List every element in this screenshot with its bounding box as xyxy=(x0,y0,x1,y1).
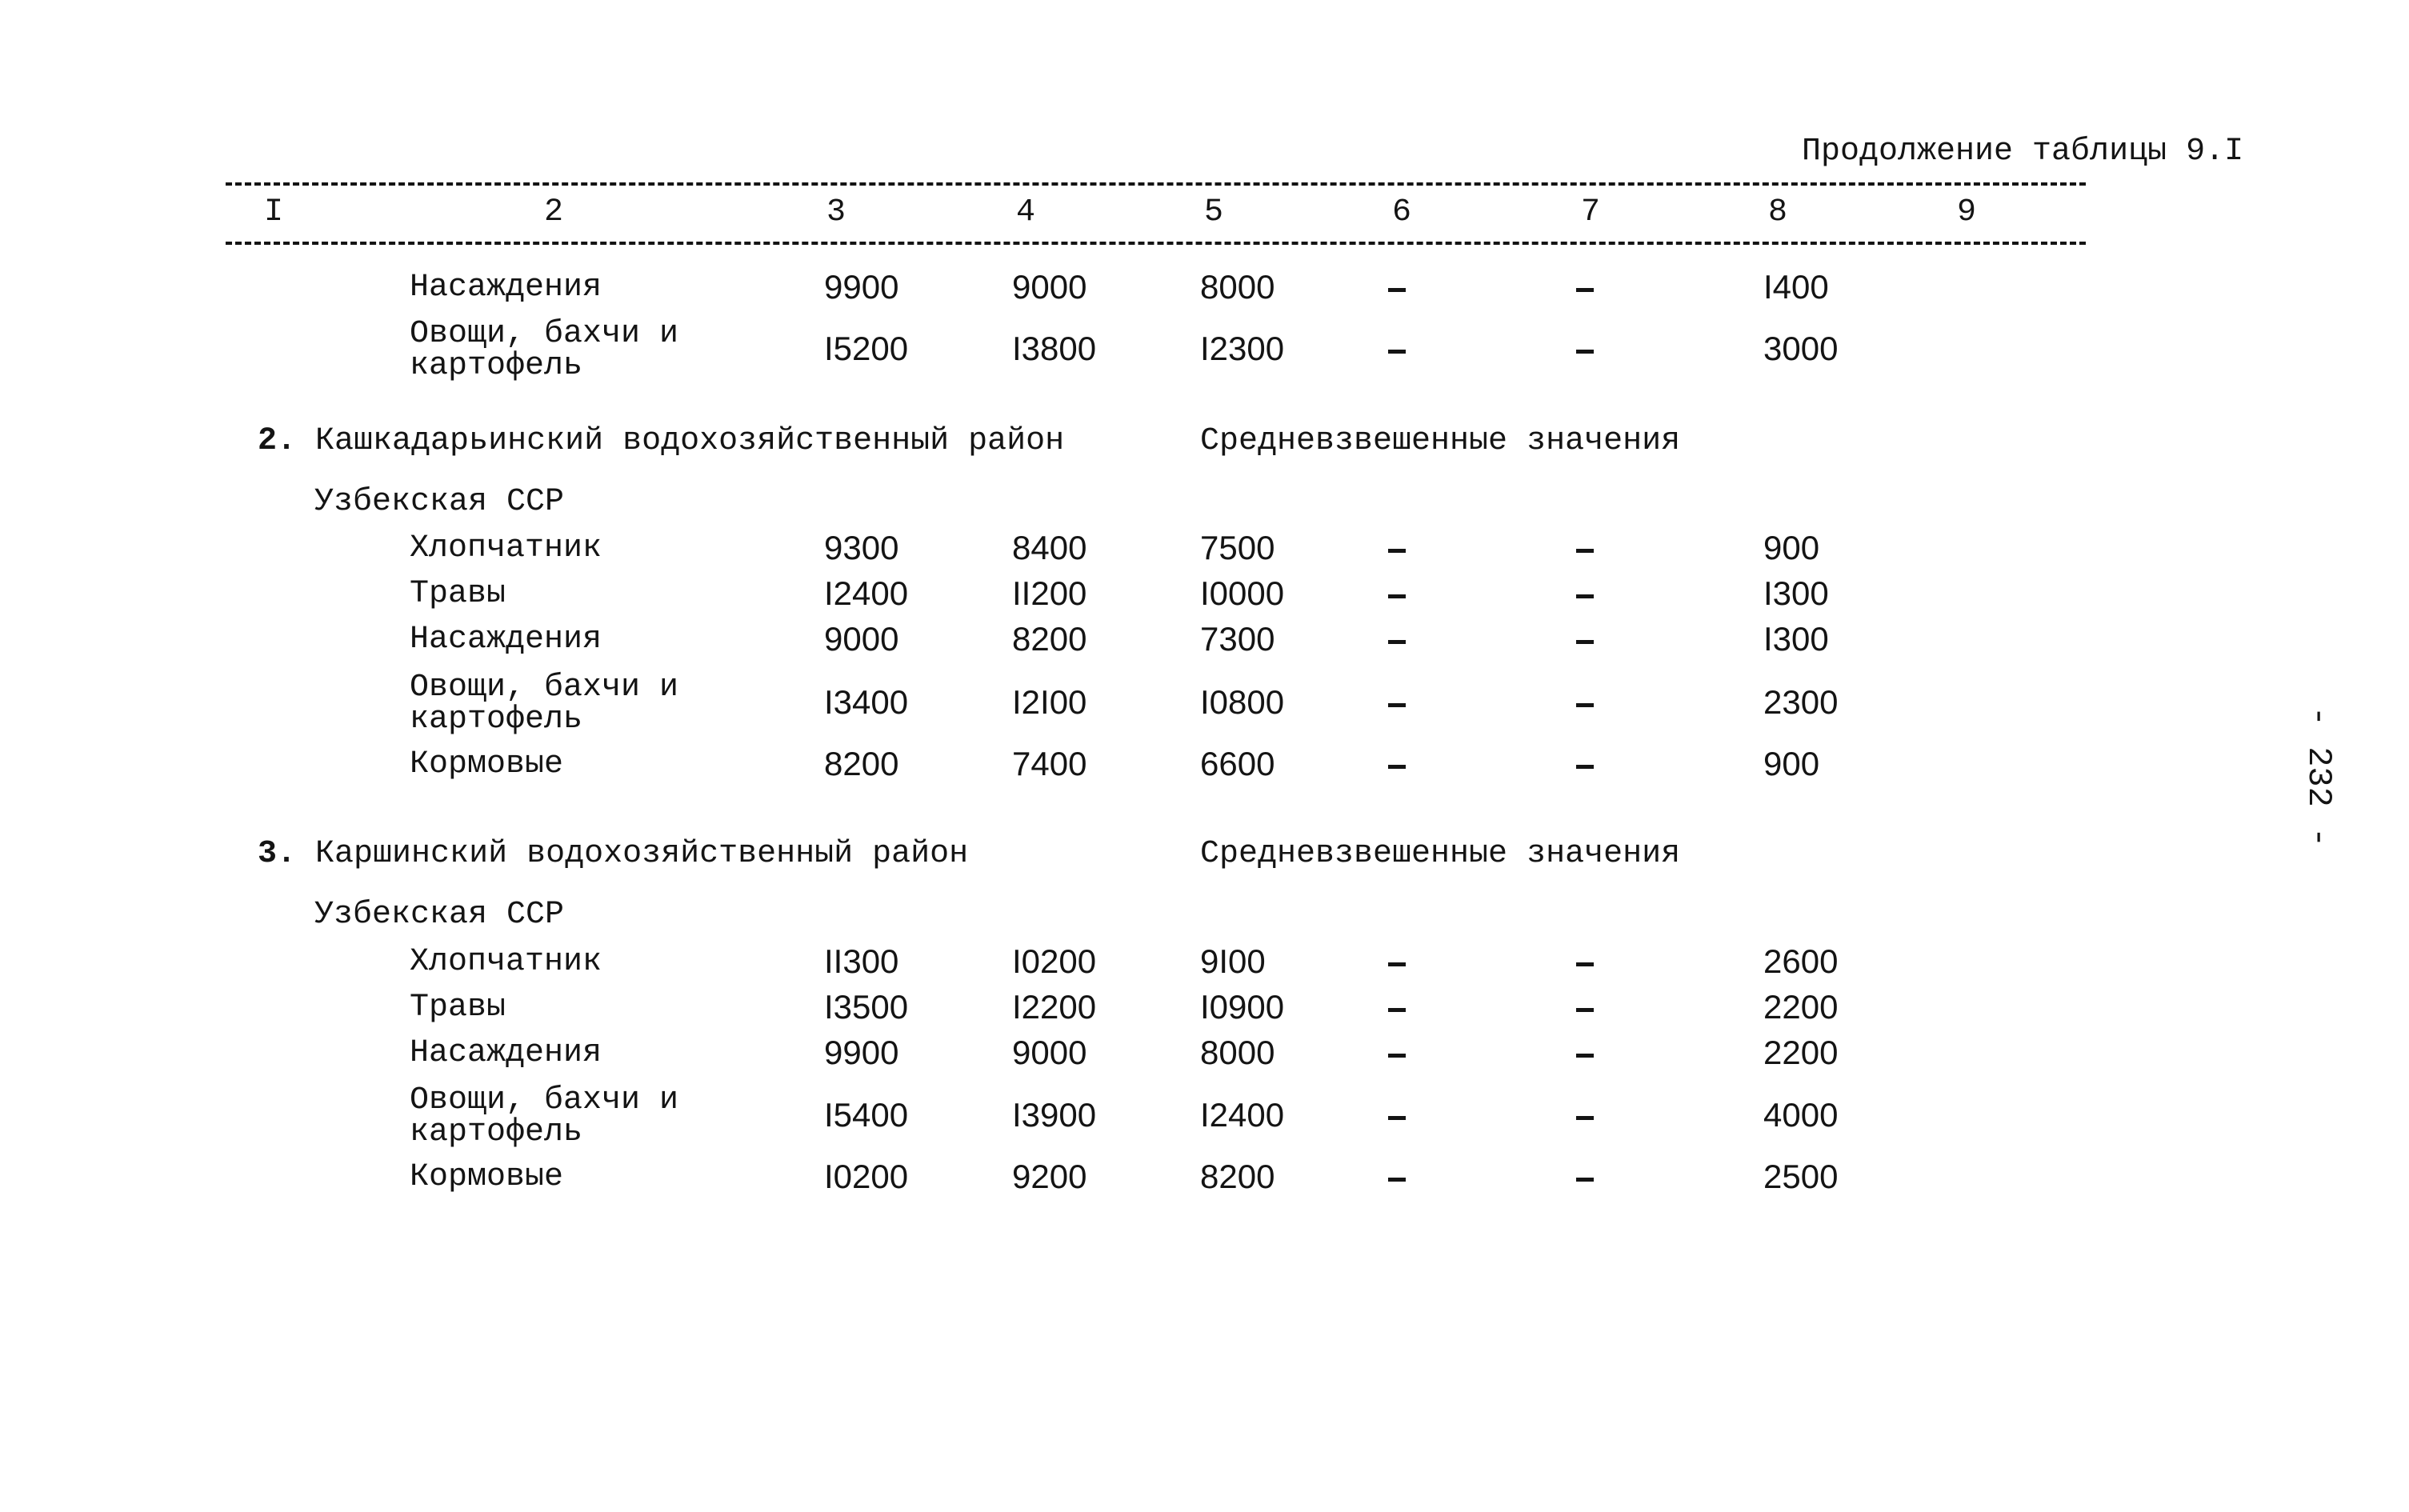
column-number-1: I xyxy=(264,194,284,230)
table-continuation-caption: Продолжение таблицы 9.I xyxy=(1802,134,2244,170)
cell-col7-dash xyxy=(1576,549,1594,553)
cell-col7-dash xyxy=(1576,288,1594,292)
row-name: Кормовые xyxy=(410,1159,564,1195)
row-name: Травы xyxy=(410,990,506,1026)
row-name: Насаждения xyxy=(410,622,602,658)
cell-col7-dash xyxy=(1576,350,1594,354)
cell-col4: I2200 xyxy=(1012,988,1097,1026)
section-3-number: 3. xyxy=(258,836,297,872)
cell-col7-dash xyxy=(1576,1178,1594,1182)
cell-col4: I0200 xyxy=(1012,942,1097,980)
cell-col6-dash xyxy=(1388,1008,1406,1012)
row-name: Хлопчатник xyxy=(410,530,602,566)
cell-col3: 8200 xyxy=(824,745,899,782)
row-name-line1: Овощи, бахчи и xyxy=(410,670,679,706)
cell-col4: II200 xyxy=(1012,574,1087,612)
section-2-note: Средневзвешенные значения xyxy=(1200,423,1681,459)
cell-col7-dash xyxy=(1576,703,1594,707)
cell-col5: I2300 xyxy=(1200,330,1285,367)
column-number-5: 5 xyxy=(1204,194,1224,230)
cell-col5: 7300 xyxy=(1200,620,1275,658)
row-name-line1: Овощи, бахчи и xyxy=(410,316,679,352)
row-name-line2: картофель xyxy=(410,702,583,738)
section-3-title: Каршинский водохозяйственный район xyxy=(315,836,969,872)
cell-col8: I300 xyxy=(1763,620,1829,658)
cell-col6-dash xyxy=(1388,1116,1406,1120)
cell-col7-dash xyxy=(1576,765,1594,769)
cell-col4: 9200 xyxy=(1012,1158,1087,1195)
cell-col7-dash xyxy=(1576,962,1594,966)
cell-col4: 9000 xyxy=(1012,1034,1087,1071)
cell-col3: I3500 xyxy=(824,988,909,1026)
cell-col5: 8200 xyxy=(1200,1158,1275,1195)
cell-col4: 8200 xyxy=(1012,620,1087,658)
cell-col4: 9000 xyxy=(1012,268,1087,306)
cell-col6-dash xyxy=(1388,1054,1406,1058)
cell-col3: II300 xyxy=(824,942,899,980)
section-3-note: Средневзвешенные значения xyxy=(1200,836,1681,872)
cell-col6-dash xyxy=(1388,765,1406,769)
cell-col5: I2400 xyxy=(1200,1096,1285,1134)
cell-col5: 6600 xyxy=(1200,745,1275,782)
cell-col5: 7500 xyxy=(1200,529,1275,566)
cell-col4: 7400 xyxy=(1012,745,1087,782)
cell-col6-dash xyxy=(1388,1178,1406,1182)
cell-col3: I5200 xyxy=(824,330,909,367)
cell-col4: I3800 xyxy=(1012,330,1097,367)
column-number-4: 4 xyxy=(1016,194,1036,230)
cell-col3: 9300 xyxy=(824,529,899,566)
cell-col3: I0200 xyxy=(824,1158,909,1195)
cell-col7-dash xyxy=(1576,1054,1594,1058)
cell-col7-dash xyxy=(1576,594,1594,598)
cell-col8: 4000 xyxy=(1763,1096,1839,1134)
cell-col5: I0900 xyxy=(1200,988,1285,1026)
column-number-3: 3 xyxy=(826,194,846,230)
section-3-republic: Узбекская ССР xyxy=(314,897,565,933)
cell-col6-dash xyxy=(1388,594,1406,598)
cell-col8: 3000 xyxy=(1763,330,1839,367)
cell-col5: I0000 xyxy=(1200,574,1285,612)
cell-col6-dash xyxy=(1388,640,1406,644)
section-2-republic: Узбекская ССР xyxy=(314,484,565,520)
column-number-6: 6 xyxy=(1392,194,1412,230)
row-name-line2: картофель xyxy=(410,1114,583,1150)
cell-col7-dash xyxy=(1576,640,1594,644)
header-rule-bottom xyxy=(226,242,2086,245)
cell-col8: 2500 xyxy=(1763,1158,1839,1195)
cell-col5: I0800 xyxy=(1200,683,1285,721)
cell-col6-dash xyxy=(1388,549,1406,553)
cell-col3: 9900 xyxy=(824,1034,899,1071)
column-number-2: 2 xyxy=(544,194,564,230)
column-number-7: 7 xyxy=(1581,194,1601,230)
cell-col8: 2200 xyxy=(1763,988,1839,1026)
cell-col8: I400 xyxy=(1763,268,1829,306)
cell-col8: I300 xyxy=(1763,574,1829,612)
section-2-heading xyxy=(258,423,1065,459)
row-name: Хлопчатник xyxy=(410,944,602,980)
cell-col4: I3900 xyxy=(1012,1096,1097,1134)
cell-col3: 9000 xyxy=(824,620,899,658)
cell-col7-dash xyxy=(1576,1116,1594,1120)
section-3-heading xyxy=(258,838,968,870)
column-number-8: 8 xyxy=(1768,194,1788,230)
cell-col5: 8000 xyxy=(1200,1034,1275,1071)
cell-col3: I2400 xyxy=(824,574,909,612)
section-2-title: Кашкадарьинский водохозяйственный район xyxy=(315,423,1065,459)
cell-col3: I3400 xyxy=(824,683,909,721)
row-name-line2: картофель xyxy=(410,348,583,384)
cell-col7-dash xyxy=(1576,1008,1594,1012)
cell-col5: 8000 xyxy=(1200,268,1275,306)
cell-col4: 8400 xyxy=(1012,529,1087,566)
cell-col4: I2I00 xyxy=(1012,683,1087,721)
row-name: Кормовые xyxy=(410,746,564,782)
section-2-number: 2. xyxy=(258,423,297,459)
cell-col5: 9I00 xyxy=(1200,942,1266,980)
cell-col6-dash xyxy=(1388,288,1406,292)
row-name: Насаждения xyxy=(410,1035,602,1071)
row-name-line1: Овощи, бахчи и xyxy=(410,1082,679,1118)
cell-col6-dash xyxy=(1388,350,1406,354)
cell-col3: I5400 xyxy=(824,1096,909,1134)
cell-col8: 900 xyxy=(1763,529,1820,566)
column-number-9: 9 xyxy=(1957,194,1977,230)
cell-col8: 2600 xyxy=(1763,942,1839,980)
cell-col8: 900 xyxy=(1763,745,1820,782)
cell-col8: 2300 xyxy=(1763,683,1839,721)
row-name: Насаждения xyxy=(410,270,602,306)
cell-col6-dash xyxy=(1388,962,1406,966)
page-number: - 232 - xyxy=(2299,706,2339,848)
header-rule-top xyxy=(226,182,2086,186)
cell-col3: 9900 xyxy=(824,268,899,306)
cell-col8: 2200 xyxy=(1763,1034,1839,1071)
cell-col6-dash xyxy=(1388,703,1406,707)
row-name: Травы xyxy=(410,576,506,612)
